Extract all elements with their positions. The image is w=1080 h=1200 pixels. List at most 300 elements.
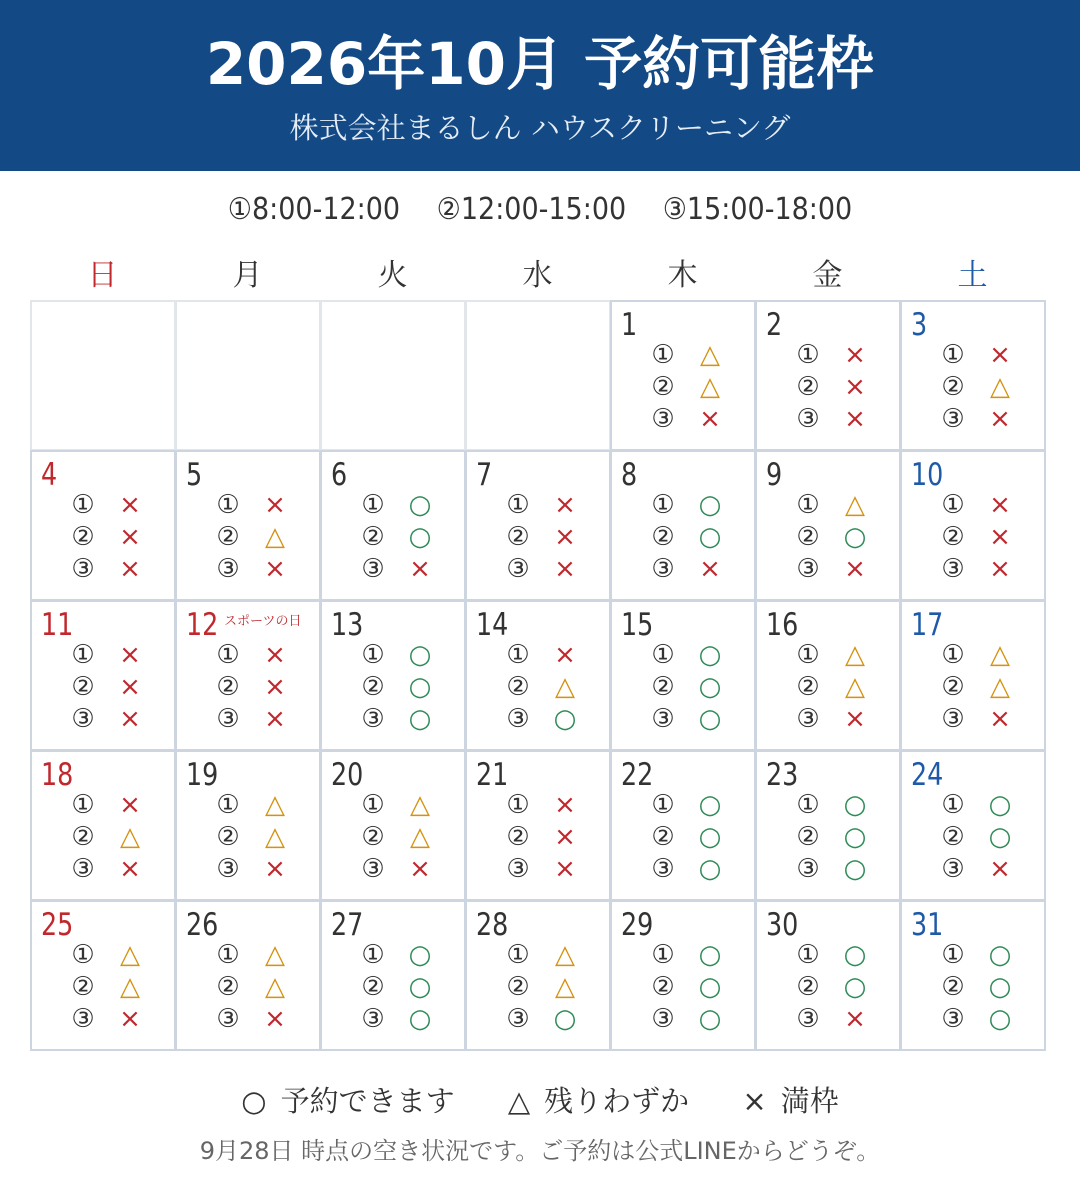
available-mark: ○ bbox=[408, 972, 432, 1002]
day-number: 27 bbox=[331, 907, 364, 943]
day-cell bbox=[175, 450, 321, 601]
full-mark: × bbox=[989, 554, 1011, 584]
slot-row bbox=[32, 639, 174, 671]
slot-row bbox=[612, 821, 754, 853]
status-footnote: 9月28日 時点の空き状況です。ご予約は公式LINEからどうぞ。 bbox=[199, 1137, 881, 1165]
few-left-mark: △ bbox=[265, 522, 285, 552]
day-number: 12 bbox=[186, 607, 219, 643]
slot-row bbox=[757, 403, 899, 435]
day-cell bbox=[610, 750, 756, 901]
slot-number: ① bbox=[651, 640, 675, 670]
slot-number: ③ bbox=[651, 854, 675, 884]
available-mark: ○ bbox=[843, 790, 867, 820]
slot-row bbox=[612, 521, 754, 553]
holiday-label: スポーツの日 bbox=[224, 614, 302, 629]
slot-number: ① bbox=[651, 490, 675, 520]
slot-row bbox=[757, 553, 899, 585]
time-slot-legend bbox=[0, 188, 1080, 232]
few-left-mark: △ bbox=[410, 790, 430, 820]
day-number: 30 bbox=[766, 907, 799, 943]
slot-row bbox=[902, 639, 1044, 671]
slot-number: ① bbox=[796, 940, 820, 970]
slot-row bbox=[322, 553, 464, 585]
available-mark: ○ bbox=[698, 822, 722, 852]
slot-number: ① bbox=[941, 640, 965, 670]
day-cell bbox=[30, 450, 176, 601]
slot-row bbox=[612, 789, 754, 821]
slot-number: ③ bbox=[71, 854, 95, 884]
full-mark: × bbox=[264, 854, 286, 884]
legend-few-left bbox=[508, 1084, 689, 1118]
slot-number: ② bbox=[796, 672, 820, 702]
slot-row bbox=[467, 553, 609, 585]
day-cell bbox=[465, 450, 611, 601]
day-number: 9 bbox=[766, 457, 783, 493]
slot-row bbox=[757, 671, 899, 703]
slot-number: ② bbox=[71, 972, 95, 1002]
slot-number: ③ bbox=[796, 1004, 820, 1034]
full-mark: × bbox=[699, 554, 721, 584]
slot-row bbox=[467, 1003, 609, 1035]
slot-row bbox=[902, 703, 1044, 735]
slot-row bbox=[322, 821, 464, 853]
slot-row bbox=[467, 703, 609, 735]
slot-row bbox=[757, 789, 899, 821]
slot-number: ① bbox=[361, 940, 385, 970]
slot-row bbox=[902, 553, 1044, 585]
slot-number: ② bbox=[361, 822, 385, 852]
full-mark: × bbox=[844, 340, 866, 370]
slot-row bbox=[757, 489, 899, 521]
slot-row bbox=[177, 971, 319, 1003]
slot-row bbox=[902, 939, 1044, 971]
few-left-mark: △ bbox=[265, 940, 285, 970]
slot-number: ③ bbox=[71, 704, 95, 734]
slot-number: ① bbox=[216, 490, 240, 520]
slot-number: ③ bbox=[71, 1004, 95, 1034]
day-cell bbox=[320, 900, 466, 1051]
slot-number: ③ bbox=[651, 704, 675, 734]
day-number: 17 bbox=[911, 607, 944, 643]
slot-row bbox=[32, 671, 174, 703]
full-mark: × bbox=[119, 1004, 141, 1034]
day-cell bbox=[30, 750, 176, 901]
slot-row bbox=[612, 489, 754, 521]
day-cell bbox=[755, 450, 901, 601]
page-title: 2026年10月 予約可能枠 bbox=[205, 30, 875, 98]
full-mark: × bbox=[989, 490, 1011, 520]
slot-row bbox=[902, 489, 1044, 521]
day-number: 29 bbox=[621, 907, 654, 943]
weekday-thursday: 木 bbox=[667, 258, 698, 293]
day-number: 16 bbox=[766, 607, 799, 643]
full-mark: × bbox=[989, 704, 1011, 734]
slot-number: ③ bbox=[796, 854, 820, 884]
slot-number: ② bbox=[361, 672, 385, 702]
day-cell bbox=[900, 600, 1046, 751]
slot-number: ③ bbox=[941, 404, 965, 434]
available-mark: ○ bbox=[553, 1004, 577, 1034]
day-number: 10 bbox=[911, 457, 944, 493]
slot-row bbox=[612, 971, 754, 1003]
day-cell bbox=[900, 450, 1046, 601]
slot-number: ② bbox=[651, 522, 675, 552]
slot-number: ① bbox=[506, 790, 530, 820]
day-cell bbox=[175, 750, 321, 901]
weekday-tuesday: 火 bbox=[377, 258, 408, 293]
slot-row bbox=[902, 403, 1044, 435]
day-cell bbox=[465, 600, 611, 751]
full-mark: × bbox=[264, 672, 286, 702]
calendar-grid bbox=[30, 300, 1046, 1051]
slot-number: ② bbox=[216, 822, 240, 852]
day-number: 5 bbox=[186, 457, 203, 493]
day-cell bbox=[30, 900, 176, 1051]
full-mark: × bbox=[844, 1004, 866, 1034]
slot-number: ① bbox=[71, 940, 95, 970]
slot-number: ① bbox=[506, 940, 530, 970]
full-mark: × bbox=[554, 822, 576, 852]
slot-row bbox=[322, 639, 464, 671]
slot-number: ① bbox=[796, 340, 820, 370]
day-number: 3 bbox=[911, 307, 928, 343]
full-mark: × bbox=[554, 640, 576, 670]
slot-number: ① bbox=[506, 490, 530, 520]
day-number: 6 bbox=[331, 457, 348, 493]
slot-number: ② bbox=[361, 522, 385, 552]
full-mark: × bbox=[554, 490, 576, 520]
slot-row bbox=[177, 639, 319, 671]
slot-row bbox=[177, 853, 319, 885]
slot-row bbox=[757, 939, 899, 971]
available-mark: ○ bbox=[408, 522, 432, 552]
full-mark: × bbox=[119, 790, 141, 820]
slot-number: ③ bbox=[71, 554, 95, 584]
slot-row bbox=[177, 789, 319, 821]
slot-number: ① bbox=[651, 940, 675, 970]
full-mark: × bbox=[554, 854, 576, 884]
day-cell bbox=[900, 300, 1046, 451]
slot-number: ③ bbox=[941, 704, 965, 734]
day-number: 25 bbox=[41, 907, 74, 943]
available-mark: ○ bbox=[988, 940, 1012, 970]
few-left-mark: △ bbox=[410, 822, 430, 852]
day-number: 15 bbox=[621, 607, 654, 643]
full-mark: × bbox=[409, 854, 431, 884]
slot-number: ① bbox=[71, 640, 95, 670]
slot-number: ① bbox=[216, 940, 240, 970]
day-number: 22 bbox=[621, 757, 654, 793]
slot-row bbox=[322, 521, 464, 553]
slot-row bbox=[757, 1003, 899, 1035]
legend-available bbox=[241, 1084, 454, 1118]
few-left-mark: △ bbox=[845, 640, 865, 670]
slot-number: ① bbox=[361, 790, 385, 820]
legend-full bbox=[742, 1084, 838, 1118]
few-left-mark: △ bbox=[845, 490, 865, 520]
full-mark: × bbox=[554, 522, 576, 552]
slot-row bbox=[612, 1003, 754, 1035]
slot-number: ② bbox=[216, 522, 240, 552]
day-cell bbox=[175, 600, 321, 751]
slot-row bbox=[902, 521, 1044, 553]
full-mark: × bbox=[699, 404, 721, 434]
full-mark: × bbox=[844, 554, 866, 584]
slot-row bbox=[467, 489, 609, 521]
slot-number: ③ bbox=[506, 1004, 530, 1034]
slot-row bbox=[177, 489, 319, 521]
slot-number: ① bbox=[796, 790, 820, 820]
slot-row bbox=[32, 821, 174, 853]
slot-row bbox=[902, 671, 1044, 703]
slot-row bbox=[757, 639, 899, 671]
slot-number: ③ bbox=[651, 1004, 675, 1034]
slot-row bbox=[612, 403, 754, 435]
slot-number: ③ bbox=[216, 1004, 240, 1034]
full-mark: × bbox=[119, 640, 141, 670]
slot-number: ① bbox=[651, 340, 675, 370]
slot-row bbox=[177, 553, 319, 585]
slot-row bbox=[467, 521, 609, 553]
slot-number: ③ bbox=[651, 554, 675, 584]
available-mark: ○ bbox=[698, 522, 722, 552]
slot-number: ③ bbox=[941, 554, 965, 584]
slot-number: ② bbox=[941, 522, 965, 552]
available-mark: ○ bbox=[698, 972, 722, 1002]
slot-number: ③ bbox=[506, 704, 530, 734]
full-mark: × bbox=[119, 554, 141, 584]
available-mark: ○ bbox=[698, 790, 722, 820]
slot-row bbox=[902, 371, 1044, 403]
day-number: 18 bbox=[41, 757, 74, 793]
slot-row bbox=[902, 1003, 1044, 1035]
day-cell bbox=[900, 900, 1046, 1051]
day-number: 19 bbox=[186, 757, 219, 793]
day-number: 24 bbox=[911, 757, 944, 793]
available-mark: ○ bbox=[988, 1004, 1012, 1034]
slot-number: ② bbox=[216, 672, 240, 702]
full-mark: × bbox=[264, 490, 286, 520]
slot-row bbox=[757, 339, 899, 371]
availability-legend bbox=[0, 1080, 1080, 1122]
slot-row bbox=[322, 971, 464, 1003]
slot-row bbox=[177, 939, 319, 971]
full-mark: × bbox=[119, 672, 141, 702]
slot-number: ② bbox=[506, 522, 530, 552]
day-cell bbox=[320, 600, 466, 751]
slot-number: ③ bbox=[796, 404, 820, 434]
day-number: 31 bbox=[911, 907, 944, 943]
slot-row bbox=[612, 853, 754, 885]
slot-number: ① bbox=[506, 640, 530, 670]
slot-number: ② bbox=[941, 372, 965, 402]
slot-number: ③ bbox=[796, 704, 820, 734]
slot-row bbox=[467, 939, 609, 971]
day-number: 1 bbox=[621, 307, 638, 343]
slot-number: ② bbox=[71, 672, 95, 702]
empty-day-cell bbox=[175, 300, 321, 451]
empty-day-cell bbox=[465, 300, 611, 451]
weekday-sunday: 日 bbox=[87, 258, 118, 293]
slot-row bbox=[322, 789, 464, 821]
day-cell bbox=[755, 300, 901, 451]
slot-number: ② bbox=[651, 822, 675, 852]
slot-row bbox=[467, 821, 609, 853]
full-mark: × bbox=[264, 1004, 286, 1034]
day-number: 11 bbox=[41, 607, 74, 643]
available-mark: ○ bbox=[698, 940, 722, 970]
slot-number: ③ bbox=[506, 554, 530, 584]
slot-number: ① bbox=[216, 790, 240, 820]
few-left-mark: △ bbox=[845, 672, 865, 702]
slot-number: ② bbox=[506, 672, 530, 702]
slot-row bbox=[467, 789, 609, 821]
weekday-saturday: 土 bbox=[957, 258, 988, 293]
day-cell bbox=[610, 900, 756, 1051]
full-mark: × bbox=[409, 554, 431, 584]
slot-number: ① bbox=[941, 340, 965, 370]
slot-row bbox=[757, 853, 899, 885]
few-left-mark: △ bbox=[555, 940, 575, 970]
full-mark: × bbox=[844, 372, 866, 402]
slot-row bbox=[177, 1003, 319, 1035]
available-mark: ○ bbox=[988, 790, 1012, 820]
slot-row bbox=[612, 339, 754, 371]
day-number: 4 bbox=[41, 457, 58, 493]
full-mark: × bbox=[264, 704, 286, 734]
full-mark: × bbox=[554, 790, 576, 820]
legend-full-label: 満枠 bbox=[780, 1084, 839, 1118]
day-cell bbox=[610, 450, 756, 601]
slot-row bbox=[467, 639, 609, 671]
day-cell bbox=[320, 450, 466, 601]
slot-row bbox=[902, 789, 1044, 821]
day-number: 2 bbox=[766, 307, 783, 343]
weekday-wednesday: 水 bbox=[522, 258, 553, 293]
full-mark: × bbox=[264, 554, 286, 584]
slot-number: ③ bbox=[361, 704, 385, 734]
slot-number: ② bbox=[796, 972, 820, 1002]
slot-number: ① bbox=[651, 790, 675, 820]
day-cell bbox=[900, 750, 1046, 901]
slot-row bbox=[467, 853, 609, 885]
available-mark: ○ bbox=[408, 490, 432, 520]
few-left-mark: △ bbox=[700, 340, 720, 370]
slot-row bbox=[612, 939, 754, 971]
slot-number: ③ bbox=[941, 854, 965, 884]
full-mark: × bbox=[989, 404, 1011, 434]
available-mark: ○ bbox=[988, 822, 1012, 852]
day-cell bbox=[610, 300, 756, 451]
slot-row bbox=[612, 671, 754, 703]
slot-number: ③ bbox=[216, 704, 240, 734]
slot-row bbox=[612, 639, 754, 671]
header-banner bbox=[0, 0, 1080, 171]
available-mark: ○ bbox=[698, 1004, 722, 1034]
slot-number: ② bbox=[71, 522, 95, 552]
available-mark: ○ bbox=[843, 522, 867, 552]
slot-number: ② bbox=[941, 822, 965, 852]
few-left-mark: △ bbox=[120, 822, 140, 852]
available-mark: ○ bbox=[408, 640, 432, 670]
few-left-mark: △ bbox=[555, 972, 575, 1002]
few-left-mark: △ bbox=[265, 822, 285, 852]
available-mark: ○ bbox=[698, 704, 722, 734]
available-mark: ○ bbox=[843, 822, 867, 852]
day-number: 21 bbox=[476, 757, 509, 793]
slot-number: ② bbox=[216, 972, 240, 1002]
day-number: 13 bbox=[331, 607, 364, 643]
slot-row bbox=[902, 971, 1044, 1003]
empty-day-cell bbox=[320, 300, 466, 451]
slot-row bbox=[32, 789, 174, 821]
slot-row bbox=[467, 971, 609, 1003]
full-mark: × bbox=[119, 854, 141, 884]
available-mark: ○ bbox=[843, 854, 867, 884]
empty-day-cell bbox=[30, 300, 176, 451]
slot-row bbox=[322, 939, 464, 971]
day-number: 28 bbox=[476, 907, 509, 943]
available-mark: ○ bbox=[408, 672, 432, 702]
day-cell bbox=[610, 600, 756, 751]
day-cell bbox=[755, 750, 901, 901]
slot-number: ③ bbox=[796, 554, 820, 584]
slot-row bbox=[32, 939, 174, 971]
slot-number: ① bbox=[941, 490, 965, 520]
day-cell bbox=[175, 900, 321, 1051]
slot-row bbox=[32, 1003, 174, 1035]
slot-row bbox=[902, 853, 1044, 885]
full-mark: × bbox=[989, 854, 1011, 884]
slot-number: ③ bbox=[361, 854, 385, 884]
day-cell bbox=[755, 900, 901, 1051]
slot-number: ② bbox=[796, 372, 820, 402]
slot-number: ① bbox=[796, 640, 820, 670]
available-mark: ○ bbox=[698, 672, 722, 702]
few-left-mark: △ bbox=[990, 672, 1010, 702]
slot-number: ③ bbox=[361, 1004, 385, 1034]
few-left-mark: △ bbox=[700, 372, 720, 402]
slot-row bbox=[322, 853, 464, 885]
slot-number: ③ bbox=[361, 554, 385, 584]
slot-number: ① bbox=[941, 940, 965, 970]
weekday-monday: 月 bbox=[232, 258, 263, 293]
few-left-mark: △ bbox=[990, 640, 1010, 670]
available-mark: ○ bbox=[988, 972, 1012, 1002]
slot-row bbox=[32, 489, 174, 521]
full-mark: × bbox=[554, 554, 576, 584]
slot-row bbox=[322, 1003, 464, 1035]
slot-number: ① bbox=[71, 490, 95, 520]
slot-number: ① bbox=[941, 790, 965, 820]
slot-number: ② bbox=[651, 972, 675, 1002]
day-cell bbox=[465, 750, 611, 901]
few-left-mark: △ bbox=[265, 790, 285, 820]
day-cell bbox=[755, 600, 901, 751]
slot-number: ① bbox=[71, 790, 95, 820]
available-mark: ○ bbox=[698, 640, 722, 670]
slot-row bbox=[177, 521, 319, 553]
slot-number: ③ bbox=[941, 1004, 965, 1034]
slot-row bbox=[612, 371, 754, 403]
slot-number: ② bbox=[796, 822, 820, 852]
full-mark: × bbox=[989, 340, 1011, 370]
slot-row bbox=[177, 671, 319, 703]
slot-number: ② bbox=[506, 822, 530, 852]
slot-row bbox=[612, 553, 754, 585]
day-cell bbox=[320, 750, 466, 901]
available-mark: ○ bbox=[408, 704, 432, 734]
